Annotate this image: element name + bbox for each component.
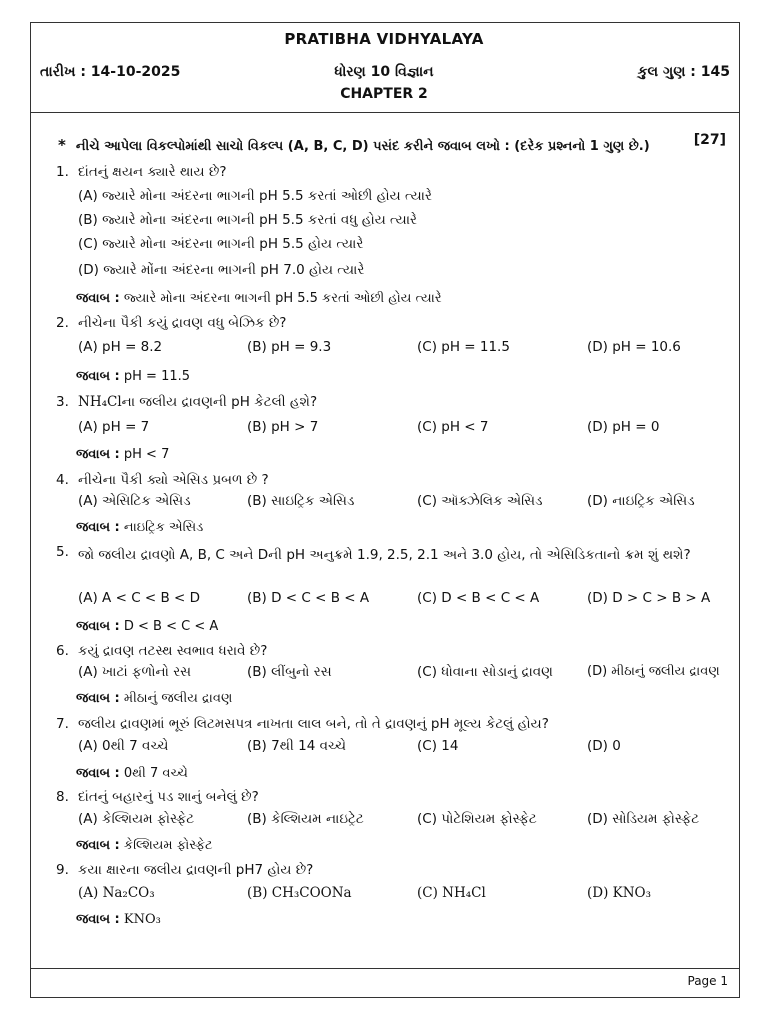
q4-option-b: (B) સાઇટ્રિક એસિડ xyxy=(247,493,355,509)
q7-answer xyxy=(76,766,188,781)
q5-option-a: (A) A < C < B < D xyxy=(78,590,201,606)
question-6 xyxy=(56,643,267,659)
q2-option-b: (B) pH = 9.3 xyxy=(247,339,332,355)
answer-text: મીઠાનું જલીય દ્રાવણ xyxy=(123,691,233,706)
answer-label: જવાબ : xyxy=(76,291,120,306)
q9-answer xyxy=(76,912,161,927)
question-1 xyxy=(56,164,227,180)
header-divider xyxy=(30,112,740,113)
question-text: જો જલીય દ્રાવણો A, B, C અને Dની pH અનુક્રમે 1.9, 2.5, 2.1 અને 3.0 હોય, તો એસિડિકતાનો ક્રમ શું થશે? xyxy=(78,547,691,563)
answer-text: D < B < C < A xyxy=(123,619,219,634)
question-text: જલીય દ્રાવણમાં ભૂરું લિટમસપત્ર નાખતા લાલ બને, તો તે દ્રાવણનું pH મૂલ્ય કેટલું હોય? xyxy=(78,716,549,732)
q2-answer xyxy=(76,369,190,384)
footer-divider xyxy=(30,968,740,969)
answer-text: કેલ્શિયમ ફોસ્ફેટ xyxy=(123,838,213,853)
section-marks: [27] xyxy=(693,132,726,148)
question-number: 8. xyxy=(56,789,69,805)
q9-option-b xyxy=(247,885,352,901)
q7-option-d: (D) 0 xyxy=(587,738,621,754)
q7-option-b: (B) 7થી 14 વચ્ચે xyxy=(247,738,347,754)
school-name: PRATIBHA VIDHYALAYA xyxy=(284,30,484,48)
q1-option-c: (C) જ્યારે મોના અંદરના ભાગની pH 5.5 હોય ત્યારે xyxy=(78,236,364,252)
answer-label: જવાબ : xyxy=(76,912,120,927)
q2-option-c: (C) pH = 11.5 xyxy=(417,339,510,355)
q2-option-d: (D) pH = 10.6 xyxy=(587,339,681,355)
question-number: 2. xyxy=(56,315,69,331)
q1-option-a: (A) જ્યારે મોના અંદરના ભાગની pH 5.5 કરતાં ઓછી હોય ત્યારે xyxy=(78,188,432,204)
answer-text: KNO₃ xyxy=(123,912,161,927)
question-text: નીચેના પૈકી કયું દ્રાવણ વધુ બેઝિક છે? xyxy=(78,315,287,331)
question-number: 3. xyxy=(56,394,69,410)
section-star: * xyxy=(58,136,66,154)
question-text: ના જલીય દ્રાવણની pH કેટલી હશે? xyxy=(121,394,318,410)
question-number: 6. xyxy=(56,643,69,659)
q6-option-c: (C) ધોવાના સોડાનું દ્રાવણ xyxy=(417,664,553,680)
q1-option-b: (B) જ્યારે મોના અંદરના ભાગની pH 5.5 કરતાં વધુ હોય ત્યારે xyxy=(78,212,418,228)
answer-text: નાઇટ્રિક એસિડ xyxy=(123,520,204,535)
section-instruction-text: નીચે આપેલા વિકલ્પોમાંથી સાચો વિકલ્પ (A, B, C, D) પસંદ કરીને જવાબ લખો : (દરેક પ્રશ્નનો 1 ગુણ છે.) xyxy=(75,139,650,154)
q2-option-a: (A) pH = 8.2 xyxy=(78,339,163,355)
answer-label: જવાબ : xyxy=(76,520,120,535)
exam-date: તારીખ : 14-10-2025 xyxy=(40,64,181,80)
question-number: 1. xyxy=(56,164,69,180)
answer-label: જવાબ : xyxy=(76,766,120,781)
page-number: Page 1 xyxy=(687,974,728,988)
answer-label: જવાબ : xyxy=(76,369,120,384)
q5-option-b: (B) D < C < B < A xyxy=(247,590,370,606)
answer-label: જવાબ : xyxy=(76,691,120,706)
question-8 xyxy=(56,789,259,805)
q8-option-b: (B) કેલ્શિયમ નાઇટ્રેટ xyxy=(247,811,364,827)
q9-option-c xyxy=(417,885,486,901)
question-5 xyxy=(56,544,698,566)
q5-answer xyxy=(76,619,218,634)
question-number: 4. xyxy=(56,472,69,488)
q4-option-d: (D) નાઇટ્રિક એસિડ xyxy=(587,493,695,509)
question-7 xyxy=(56,716,549,732)
q7-option-c: (C) 14 xyxy=(417,738,459,754)
chapter-title: CHAPTER 2 xyxy=(340,86,428,102)
q3-option-b: (B) pH > 7 xyxy=(247,419,319,435)
q4-answer xyxy=(76,520,203,535)
question-9 xyxy=(56,862,313,878)
question-3 xyxy=(56,394,317,410)
q6-option-b: (B) લીંબુનો રસ xyxy=(247,664,332,680)
question-text: કયું દ્રાવણ તટસ્થ સ્વભાવ ધરાવે છે? xyxy=(78,643,268,659)
q1-answer xyxy=(76,291,442,306)
question-number: 9. xyxy=(56,862,69,878)
answer-text: 0થી 7 વચ્ચે xyxy=(123,766,188,781)
q5-option-c: (C) D < B < C < A xyxy=(417,590,540,606)
answer-text: જ્યારે મોના અંદરના ભાગની pH 5.5 કરતાં ઓછી હોય ત્યારે xyxy=(123,291,442,306)
answer-text: pH < 7 xyxy=(123,447,170,462)
q9-option-b-text: (B) CH₃COONa xyxy=(247,885,352,901)
answer-label: જવાબ : xyxy=(76,619,120,634)
total-marks: કુલ ગુણ : 145 xyxy=(637,64,730,80)
q8-answer xyxy=(76,838,213,853)
question-formula: NH₄Cl xyxy=(78,394,122,410)
q4-option-a: (A) એસિટિક એસિડ xyxy=(78,493,191,509)
standard-subject: ધોરણ 10 વિજ્ઞાન xyxy=(334,64,434,80)
q4-option-c: (C) ઑક્ઝેલિક એસિડ xyxy=(417,493,543,509)
section-instruction xyxy=(58,136,650,154)
q8-option-a: (A) કેલ્શિયમ ફોસ્ફેટ xyxy=(78,811,195,827)
q3-option-a: (A) pH = 7 xyxy=(78,419,150,435)
q1-option-d: (D) જ્યારે મોંના અંદરના ભાગની pH 7.0 હોય ત્યારે xyxy=(78,262,365,278)
answer-label: જવાબ : xyxy=(76,447,120,462)
q3-option-d: (D) pH = 0 xyxy=(587,419,660,435)
q6-option-d: (D) મીઠાનું જલીય દ્રાવણ xyxy=(587,664,720,679)
q6-option-a: (A) ખાટાં ફળોનો રસ xyxy=(78,664,192,680)
question-2 xyxy=(56,315,286,331)
question-number: 7. xyxy=(56,716,69,732)
answer-label: જવાબ : xyxy=(76,838,120,853)
q5-option-d: (D) D > C > B > A xyxy=(587,590,711,606)
q9-option-a-text: (A) Na₂CO₃ xyxy=(78,885,155,901)
q3-answer xyxy=(76,447,169,462)
q9-option-c-text: (C) NH₄Cl xyxy=(417,885,486,901)
q9-option-d xyxy=(587,885,651,901)
question-text: દાંતનું ક્ષયન ક્યારે થાય છે? xyxy=(78,164,227,180)
q9-option-d-text: (D) KNO₃ xyxy=(587,885,652,901)
question-text: દાંતનું બહારનું પડ શાનું બનેલું છે? xyxy=(78,789,259,805)
q3-option-c: (C) pH < 7 xyxy=(417,419,489,435)
q7-option-a: (A) 0થી 7 વચ્ચે xyxy=(78,738,169,754)
q8-option-c: (C) પોટેશિયમ ફોસ્ફેટ xyxy=(417,811,537,827)
question-text: કયા ક્ષારના જલીય દ્રાવણની pH7 હોય છે? xyxy=(78,862,314,878)
question-number: 5. xyxy=(56,544,69,560)
question-4 xyxy=(56,472,269,488)
q8-option-d: (D) સોડિયમ ફોસ્ફેટ xyxy=(587,811,700,827)
q6-answer xyxy=(76,691,232,706)
question-text: નીચેના પૈકી ક્યો એસિડ પ્રબળ છે ? xyxy=(78,472,269,488)
q9-option-a xyxy=(78,885,155,901)
answer-text: pH = 11.5 xyxy=(123,369,191,384)
